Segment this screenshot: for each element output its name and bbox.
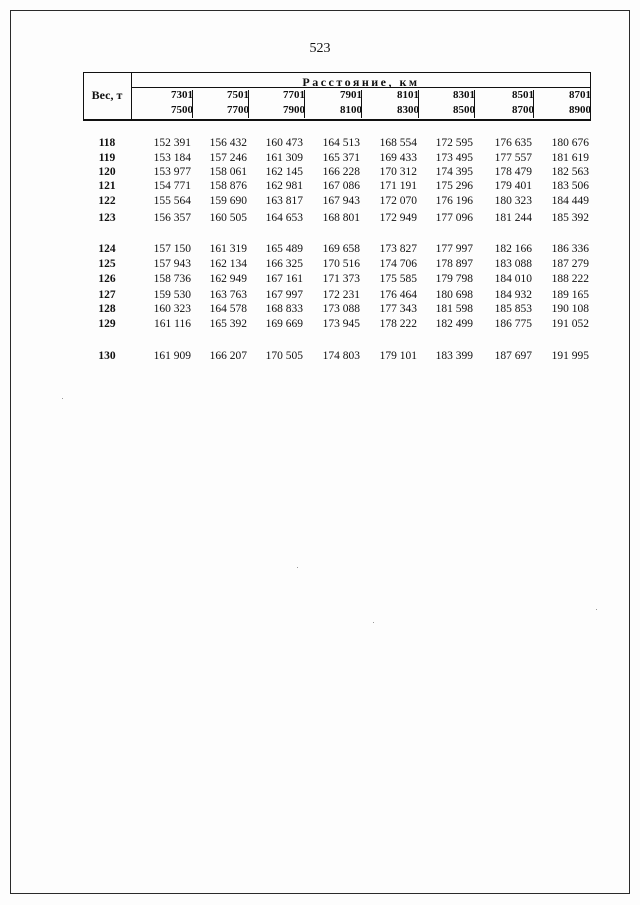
value-cell: 172 595 (435, 137, 473, 149)
range-from: 8301 (453, 89, 475, 101)
value-cell: 167 997 (265, 289, 303, 301)
table-row (83, 289, 591, 303)
weight-cell: 121 (98, 180, 116, 192)
value-cell: 165 489 (265, 243, 303, 255)
value-cell: 166 207 (209, 350, 247, 362)
range-from: 8101 (397, 89, 419, 101)
value-cell: 167 161 (265, 273, 303, 285)
value-cell: 174 803 (322, 350, 360, 362)
table-row (83, 180, 591, 194)
scan-speck (373, 622, 374, 623)
value-cell: 153 184 (153, 152, 191, 164)
range-to: 8900 (569, 104, 591, 116)
table-row (83, 137, 591, 151)
weight-cell: 120 (98, 166, 116, 178)
range-from: 7701 (283, 89, 305, 101)
distance-header: Расстояние, км (302, 75, 420, 89)
weight-cell: 128 (98, 303, 116, 315)
value-cell: 172 231 (322, 289, 360, 301)
header-top-rule (83, 72, 591, 73)
value-cell: 187 697 (494, 350, 532, 362)
value-cell: 191 052 (551, 318, 589, 330)
value-cell: 185 392 (551, 212, 589, 224)
value-cell: 170 505 (265, 350, 303, 362)
value-cell: 176 196 (435, 195, 473, 207)
value-cell: 165 371 (322, 152, 360, 164)
value-cell: 174 395 (435, 166, 473, 178)
value-cell: 179 798 (435, 273, 473, 285)
value-cell: 188 222 (551, 273, 589, 285)
value-cell: 167 943 (322, 195, 360, 207)
value-cell: 162 981 (265, 180, 303, 192)
weight-cell: 125 (98, 258, 116, 270)
value-cell: 182 499 (435, 318, 473, 330)
value-cell: 162 134 (209, 258, 247, 270)
value-cell: 186 336 (551, 243, 589, 255)
weight-cell: 129 (98, 318, 116, 330)
value-cell: 154 771 (153, 180, 191, 192)
value-cell: 177 557 (494, 152, 532, 164)
value-cell: 160 323 (153, 303, 191, 315)
value-cell: 190 108 (551, 303, 589, 315)
value-cell: 173 827 (379, 243, 417, 255)
weight-cell: 130 (98, 350, 116, 362)
range-to: 8100 (340, 104, 362, 116)
value-cell: 173 088 (322, 303, 360, 315)
value-cell: 176 635 (494, 137, 532, 149)
value-cell: 183 506 (551, 180, 589, 192)
value-cell: 171 191 (379, 180, 417, 192)
value-cell: 156 432 (209, 137, 247, 149)
value-cell: 166 325 (265, 258, 303, 270)
value-cell: 173 495 (435, 152, 473, 164)
value-cell: 177 096 (435, 212, 473, 224)
value-cell: 162 949 (209, 273, 247, 285)
table-row (83, 152, 591, 166)
value-cell: 169 669 (265, 318, 303, 330)
value-cell: 191 995 (551, 350, 589, 362)
value-cell: 177 343 (379, 303, 417, 315)
value-cell: 163 763 (209, 289, 247, 301)
value-cell: 161 116 (154, 318, 191, 330)
value-cell: 159 690 (209, 195, 247, 207)
table-row (83, 350, 591, 364)
value-cell: 168 833 (265, 303, 303, 315)
value-cell: 186 775 (494, 318, 532, 330)
value-cell: 178 222 (379, 318, 417, 330)
table-row (83, 166, 591, 180)
range-to: 8500 (453, 104, 475, 116)
range-header-7 (477, 90, 534, 118)
table-row (83, 258, 591, 272)
value-cell: 168 801 (322, 212, 360, 224)
value-cell: 183 088 (494, 258, 532, 270)
range-from: 8501 (512, 89, 534, 101)
value-cell: 177 997 (435, 243, 473, 255)
value-cell: 180 323 (494, 195, 532, 207)
value-cell: 180 698 (435, 289, 473, 301)
value-cell: 169 433 (379, 152, 417, 164)
value-cell: 165 392 (209, 318, 247, 330)
value-cell: 179 401 (494, 180, 532, 192)
value-cell: 183 399 (435, 350, 473, 362)
value-cell: 175 296 (435, 180, 473, 192)
value-cell: 172 070 (379, 195, 417, 207)
value-cell: 178 479 (494, 166, 532, 178)
value-cell: 173 945 (322, 318, 360, 330)
weight-cell: 124 (98, 243, 116, 255)
table-row (83, 195, 591, 209)
value-cell: 155 564 (153, 195, 191, 207)
table-row (83, 303, 591, 317)
value-cell: 168 554 (379, 137, 417, 149)
range-from: 8701 (569, 89, 591, 101)
value-cell: 161 909 (153, 350, 191, 362)
value-cell: 167 086 (322, 180, 360, 192)
weight-cell: 123 (98, 212, 116, 224)
value-cell: 175 585 (379, 273, 417, 285)
value-cell: 157 246 (209, 152, 247, 164)
value-cell: 153 977 (153, 166, 191, 178)
value-cell: 162 145 (265, 166, 303, 178)
value-cell: 182 166 (494, 243, 532, 255)
value-cell: 166 228 (322, 166, 360, 178)
scan-speck (62, 398, 63, 399)
value-cell: 172 949 (379, 212, 417, 224)
value-cell: 164 513 (322, 137, 360, 149)
value-cell: 181 244 (494, 212, 532, 224)
table-row (83, 273, 591, 287)
value-cell: 181 598 (435, 303, 473, 315)
weight-cell: 119 (98, 152, 116, 164)
value-cell: 181 619 (551, 152, 589, 164)
scan-speck (596, 609, 597, 610)
range-header-1 (133, 90, 193, 118)
range-header-3 (251, 90, 305, 118)
value-cell: 164 578 (209, 303, 247, 315)
value-cell: 185 853 (494, 303, 532, 315)
value-cell: 171 373 (322, 273, 360, 285)
range-to: 7900 (283, 104, 305, 116)
range-header-2 (195, 90, 249, 118)
range-to: 7500 (171, 104, 193, 116)
value-cell: 156 357 (153, 212, 191, 224)
value-cell: 174 706 (379, 258, 417, 270)
range-to: 8300 (397, 104, 419, 116)
range-from: 7901 (340, 89, 362, 101)
value-cell: 169 658 (322, 243, 360, 255)
range-from: 7301 (171, 89, 193, 101)
range-header-6 (421, 90, 475, 118)
weight-header: Вес, т (91, 88, 123, 102)
page-number: 523 (309, 41, 331, 56)
scan-speck (297, 567, 298, 568)
value-cell: 182 563 (551, 166, 589, 178)
value-cell: 178 897 (435, 258, 473, 270)
value-cell: 161 319 (209, 243, 247, 255)
value-cell: 161 309 (265, 152, 303, 164)
range-header-4 (307, 90, 362, 118)
value-cell: 179 101 (379, 350, 417, 362)
value-cell: 158 736 (153, 273, 191, 285)
value-cell: 164 653 (265, 212, 303, 224)
range-from: 7501 (227, 89, 249, 101)
value-cell: 170 516 (322, 258, 360, 270)
value-cell: 158 876 (209, 180, 247, 192)
value-cell: 163 817 (265, 195, 303, 207)
weight-cell: 122 (98, 195, 116, 207)
value-cell: 176 464 (379, 289, 417, 301)
value-cell: 152 391 (153, 137, 191, 149)
value-cell: 189 165 (551, 289, 589, 301)
weight-cell: 127 (98, 289, 116, 301)
weight-cell: 118 (98, 137, 116, 149)
value-cell: 160 505 (209, 212, 247, 224)
range-header-8 (536, 90, 591, 118)
range-to: 7700 (227, 104, 249, 116)
table-row (83, 318, 591, 332)
value-cell: 184 932 (494, 289, 532, 301)
value-cell: 187 279 (551, 258, 589, 270)
table-row (83, 243, 591, 257)
table-row (83, 212, 591, 226)
value-cell: 184 010 (494, 273, 532, 285)
value-cell: 160 473 (265, 137, 303, 149)
value-cell: 170 312 (379, 166, 417, 178)
weight-cell: 126 (98, 273, 116, 285)
value-cell: 157 943 (153, 258, 191, 270)
value-cell: 180 676 (551, 137, 589, 149)
range-header-5 (364, 90, 419, 118)
header-bottom-rule (83, 119, 591, 121)
value-cell: 157 150 (153, 243, 191, 255)
value-cell: 184 449 (551, 195, 589, 207)
table-header (83, 72, 591, 120)
range-to: 8700 (512, 104, 534, 116)
value-cell: 158 061 (209, 166, 247, 178)
value-cell: 159 530 (153, 289, 191, 301)
